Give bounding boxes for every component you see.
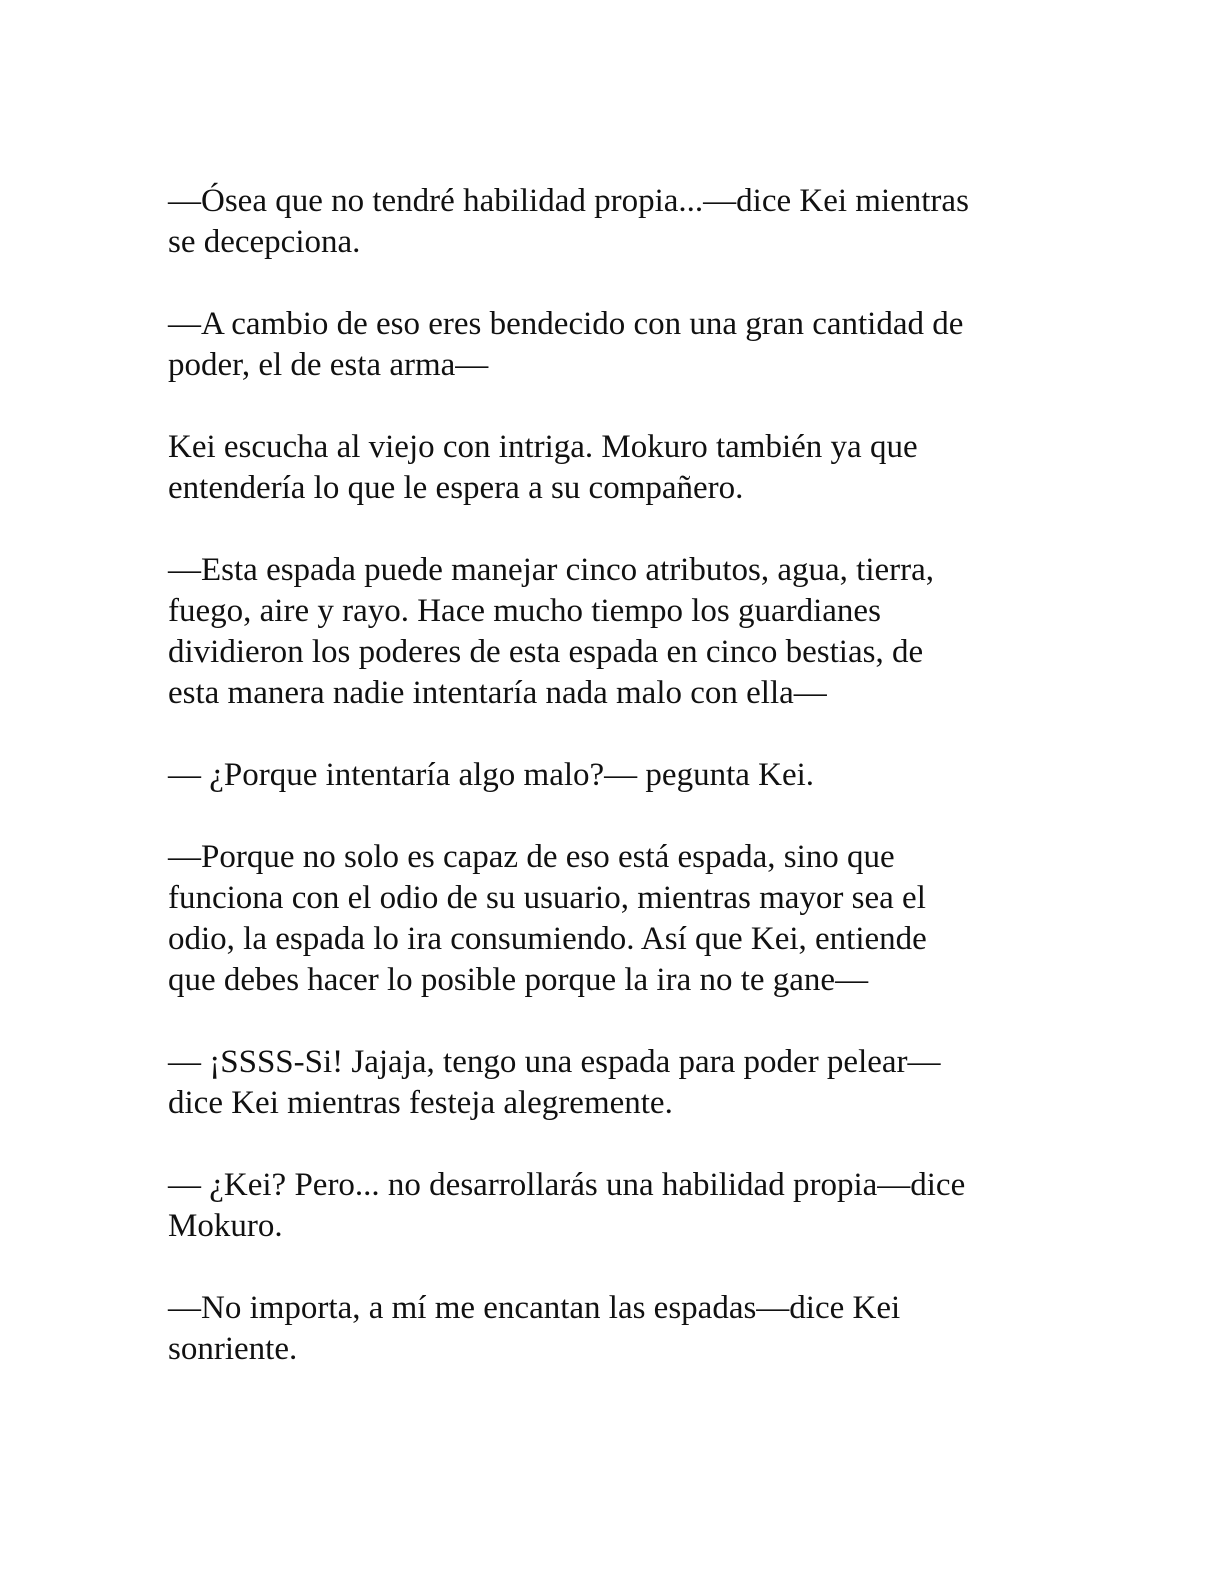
paragraph: — ¿Porque intentaría algo malo?— pegunta Kei. bbox=[168, 757, 815, 793]
paragraph: Kei escucha al viejo con intriga. Mokuro también ya que entendería lo que le espera a su compañero. bbox=[168, 429, 918, 506]
paragraph: — ¿Kei? Pero... no desarrollarás una habilidad propia—dice Mokuro. bbox=[168, 1167, 966, 1244]
paragraph: —Porque no solo es capaz de eso está espada, sino que funciona con el odio de su usuario, mientras mayor sea el odio, la espada lo ira consumiendo. Así que Kei, entiende que debes hacer lo posible porque la ira no te gane— bbox=[168, 839, 927, 998]
paragraph: —Esta espada puede manejar cinco atributos, agua, tierra, fuego, aire y rayo. Hace mucho tiempo los guardianes dividieron los poderes de esta espada en cinco bestias, de esta manera nadie intentaría nada malo con ella— bbox=[168, 552, 935, 711]
paragraph: — ¡SSSS-Si! Jajaja, tengo una espada para poder pelear— dice Kei mientras festeja alegremente. bbox=[168, 1044, 941, 1121]
paragraph: —Ósea que no tendré habilidad propia...—dice Kei mientras se decepciona. bbox=[168, 183, 969, 260]
body-text bbox=[168, 181, 1048, 1411]
paragraph: —No importa, a mí me encantan las espadas—dice Kei sonriente. bbox=[168, 1290, 901, 1367]
paragraph: —A cambio de eso eres bendecido con una gran cantidad de poder, el de esta arma— bbox=[168, 306, 964, 383]
